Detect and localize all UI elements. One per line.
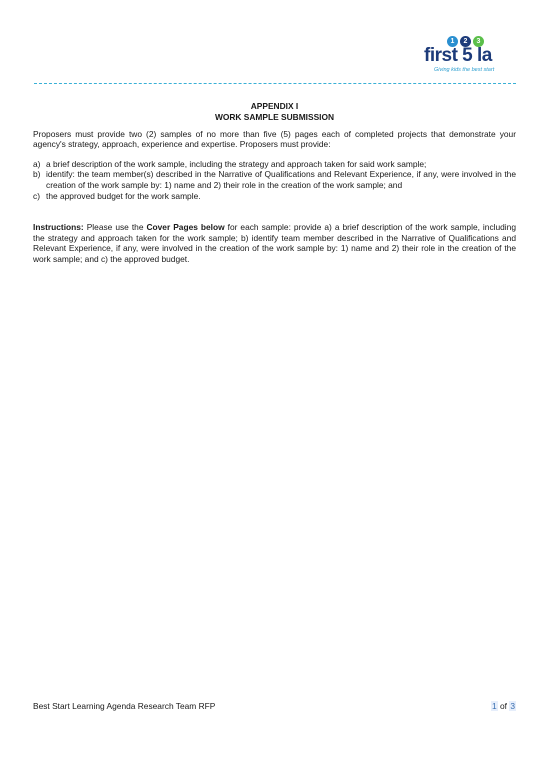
header-divider [34, 83, 516, 84]
instructions-label: Instructions: [33, 221, 84, 232]
list-item [33, 159, 516, 170]
document-title: APPENDIX I [250, 101, 299, 111]
logo-tagline: Giving kids the best start [434, 67, 495, 73]
list-item [33, 191, 516, 202]
page-footer [33, 701, 516, 711]
logo-circle-2: 2 [460, 36, 471, 47]
logo-circle-1: 1 [447, 36, 458, 47]
document-body [33, 101, 516, 273]
list-item-text: a brief description of the work sample, including the strategy and approach taken for said work sample; [46, 158, 427, 169]
instructions-paragraph [33, 222, 516, 265]
footer-document-name: Best Start Learning Agenda Research Team RFP [33, 701, 216, 711]
instructions-text-2: for each sample: provide a) a brief description of the work sample, including the strategy and approach taken for the work sample; b) identify team member described in the Narrative of Qualifications and Relevant Experience, if any, were involved in the creation of the work sample by: 1) name and 2) their role in the creation of the work sample; and c) the approved budget. [33, 221, 516, 265]
instructions-text-1: Please use the [83, 221, 147, 232]
instructions-emphasis: Cover Pages below [146, 221, 225, 232]
list-item-text: the approved budget for the work sample. [46, 190, 201, 201]
requirements-list [33, 159, 516, 202]
page-number [491, 701, 516, 711]
page-current: 1 [492, 701, 497, 711]
page-separator: of [497, 701, 510, 711]
logo-circle-3: 3 [473, 36, 484, 47]
intro-paragraph: Proposers must provide two (2) samples of no more than five (5) pages each of completed projects that demonstrate your agency's strategy, approach, experience and expertise. Proposers must provide: [33, 128, 516, 150]
logo-wordmark: first 5 la [424, 45, 492, 66]
first5la-logo [424, 36, 510, 76]
list-marker: b) [33, 169, 41, 180]
list-item-text: identify: the team member(s) described in the Narrative of Qualifications and Relevant Experience, if any, were involved in the creation of the work sample by: 1) name and 2) their role in the creation of the work sample; and [46, 169, 516, 191]
document-subtitle: WORK SAMPLE SUBMISSION [214, 111, 335, 122]
list-item [33, 169, 516, 191]
list-marker: c) [33, 190, 40, 201]
list-marker: a) [33, 158, 41, 169]
page-total: 3 [510, 701, 515, 711]
